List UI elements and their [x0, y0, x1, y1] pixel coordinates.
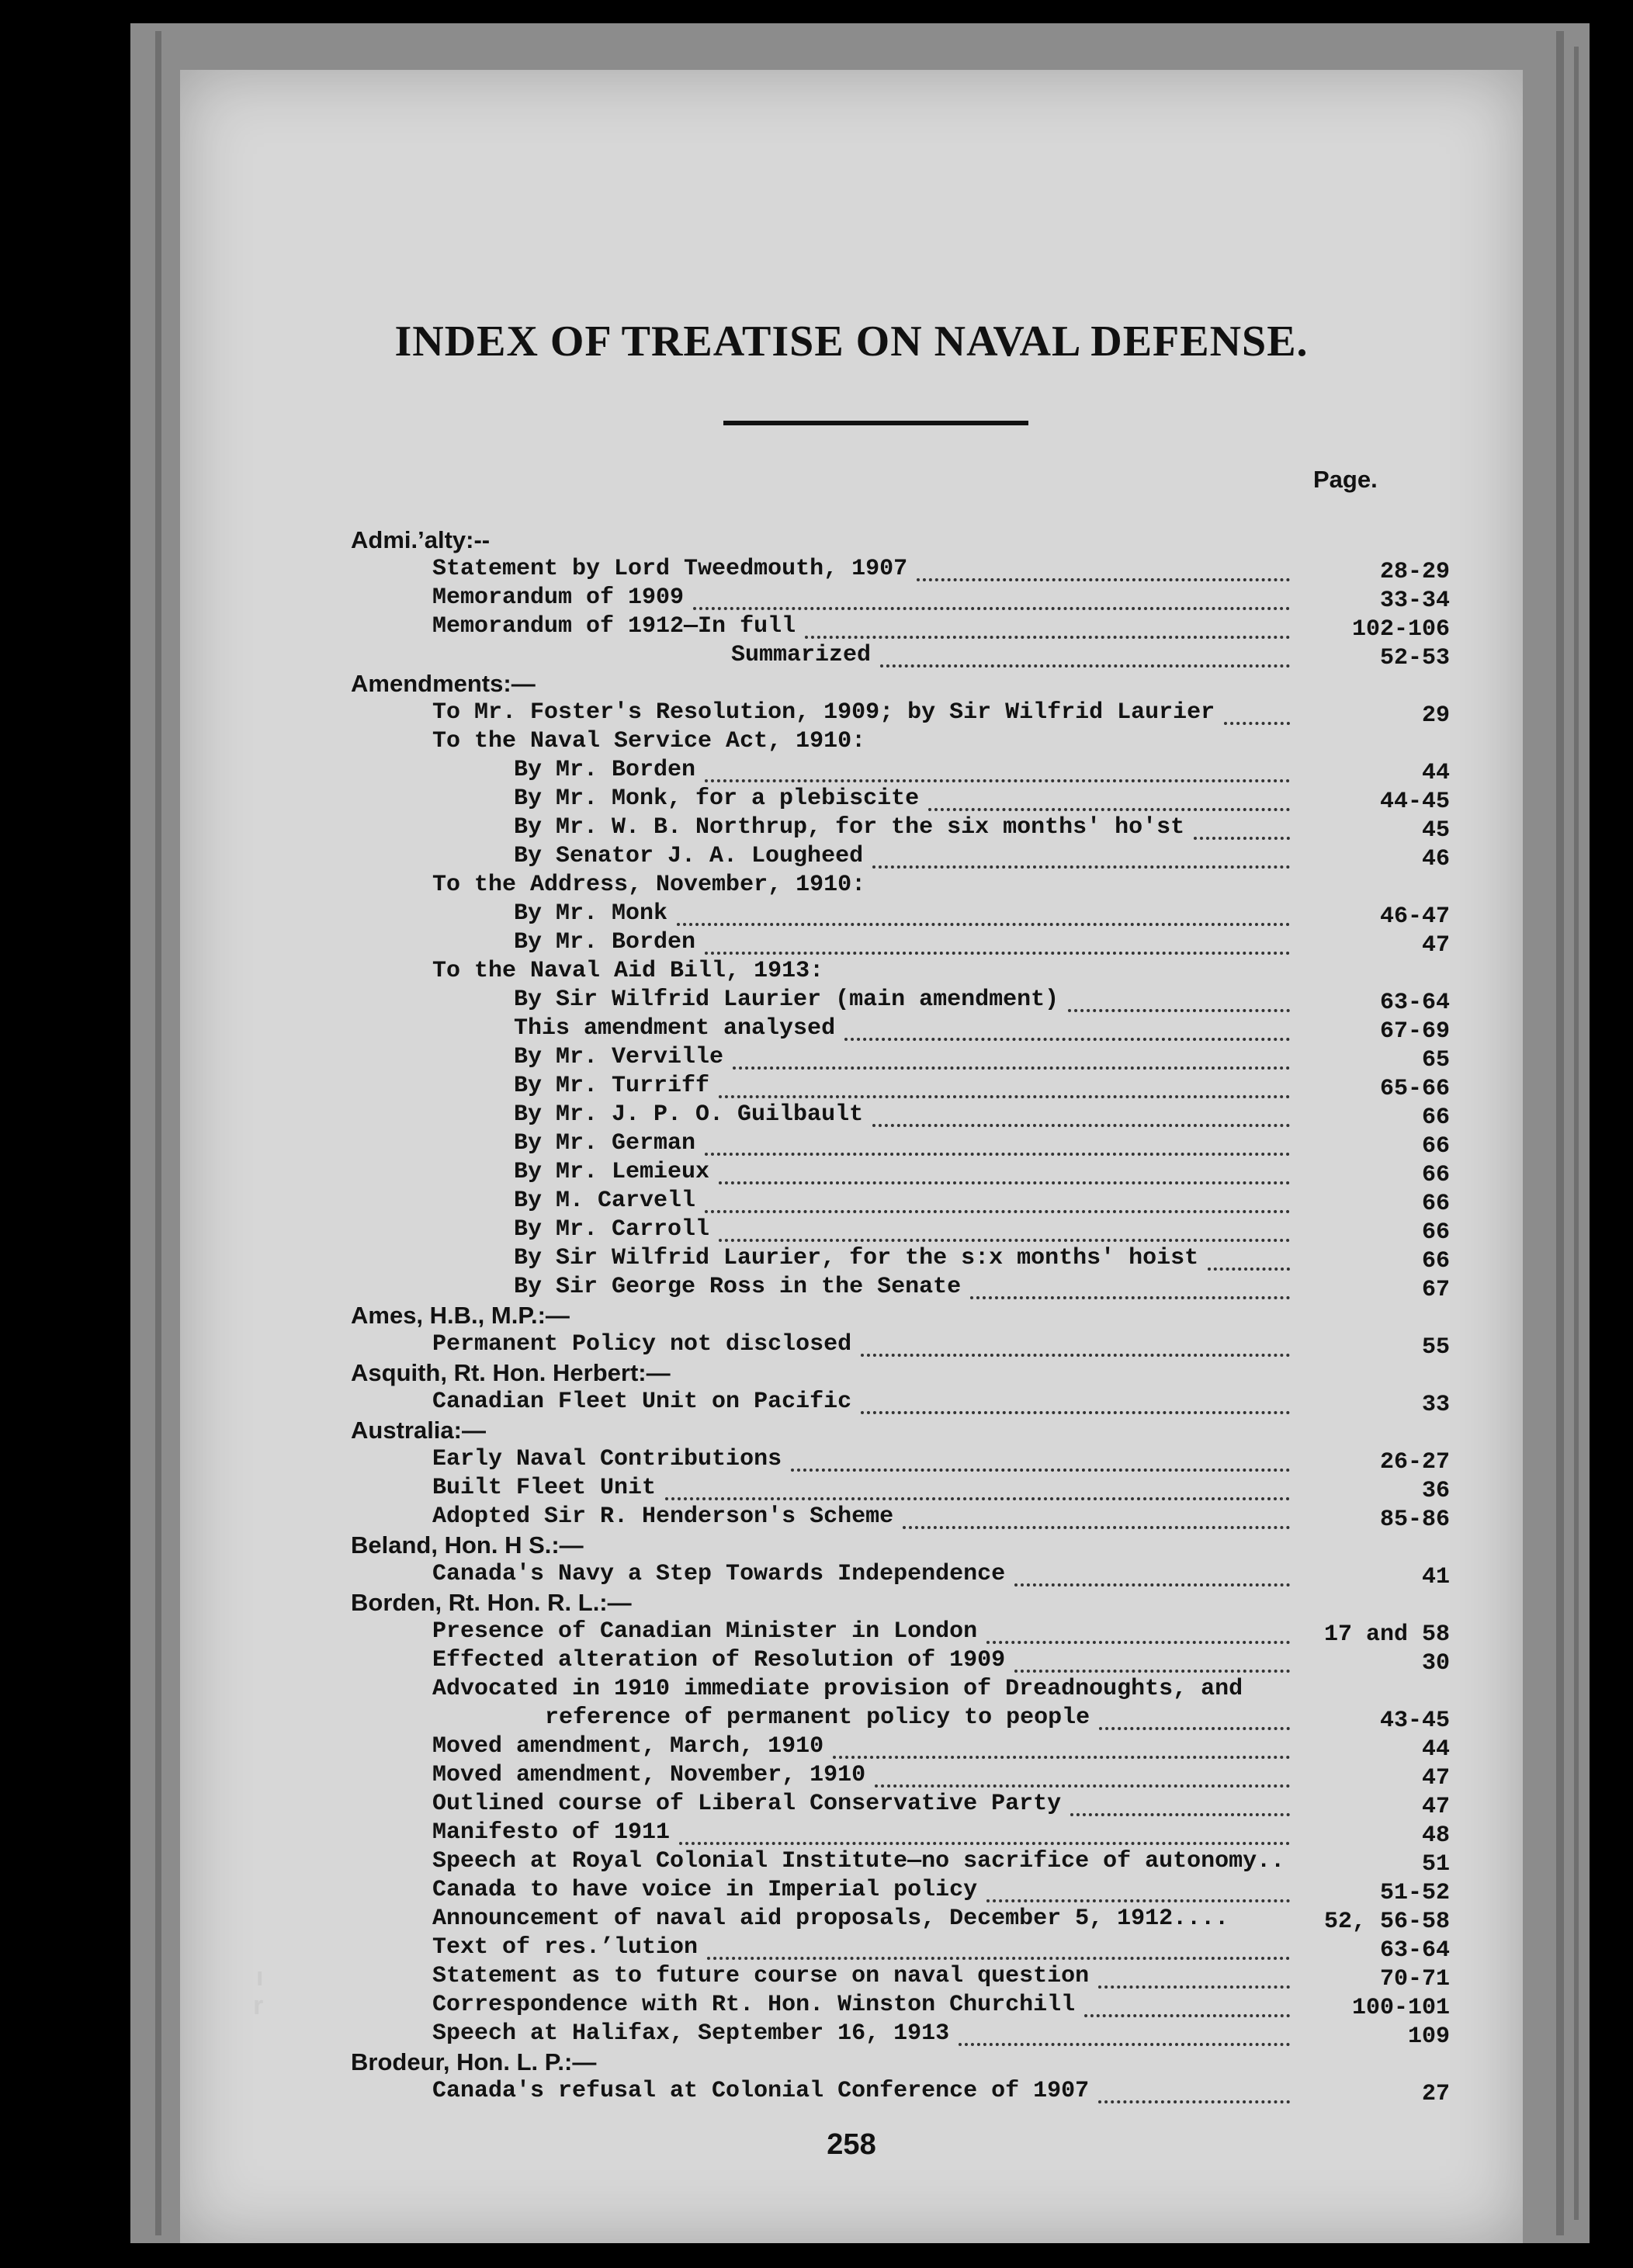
dot-leader — [1070, 1790, 1290, 1816]
dot-leader — [1014, 1646, 1290, 1673]
entry-page-ref: 44 — [1421, 1736, 1450, 1763]
index-entry — [180, 612, 1523, 643]
dot-leader — [986, 1876, 1290, 1902]
index-entry — [180, 1187, 1523, 1215]
dot-leader — [1098, 2077, 1290, 2103]
entry-text: Outlined course of Liberal Conservative Party — [432, 1791, 1062, 1817]
margin-mark: r — [253, 1991, 264, 2020]
index-entry — [180, 756, 1523, 784]
entry-text: Text of res.’lution — [432, 1934, 699, 1961]
dot-leader — [880, 641, 1290, 668]
entry-page-ref: 44 — [1421, 760, 1450, 786]
entry-text: By Mr. Lemieux — [514, 1159, 710, 1185]
dot-leader — [665, 1474, 1290, 1500]
index-entry — [180, 584, 1523, 612]
dot-leader — [1098, 1962, 1290, 1989]
entry-text: Summarized — [731, 642, 872, 668]
entry-page-ref: 55 — [1421, 1334, 1450, 1361]
index-entry — [180, 1905, 1523, 1933]
dot-leader — [705, 928, 1290, 955]
title-rule — [723, 421, 1028, 425]
index-entry — [180, 1618, 1523, 1646]
dot-leader — [705, 1187, 1290, 1213]
index-entry — [180, 842, 1523, 870]
index-entry — [180, 1129, 1523, 1160]
entry-text: Permanent Policy not disclosed — [432, 1331, 852, 1358]
dot-leader — [872, 842, 1290, 869]
index-entry — [180, 2077, 1523, 2105]
index-entry — [180, 1819, 1523, 1847]
entry-text: By Mr. German — [514, 1130, 696, 1157]
dot-leader — [693, 584, 1290, 610]
entry-page-ref: 36 — [1421, 1478, 1450, 1504]
entry-text: By Mr. J. P. O. Guilbault — [514, 1101, 864, 1128]
dot-leader — [679, 1819, 1290, 1845]
entry-page-ref: 52, 56-58 — [1323, 1909, 1450, 1935]
dot-leader — [719, 1215, 1290, 1242]
dot-leader — [805, 612, 1290, 639]
index-entry — [180, 928, 1523, 959]
index-entry — [180, 1646, 1523, 1677]
entry-text: Beland, Hon. H S.:— — [351, 1531, 584, 1559]
index-entry — [180, 1790, 1523, 1818]
index-entry — [180, 1962, 1523, 1990]
entry-text: Speech at Royal Colonial Institute—no sacrifice of autonomy.. — [432, 1848, 1285, 1874]
entry-text: Memorandum of 1912—In full — [432, 613, 796, 640]
dot-leader — [705, 1129, 1290, 1156]
index-entry — [180, 1244, 1523, 1272]
entry-page-ref: 66 — [1421, 1248, 1450, 1274]
index-entry — [180, 813, 1523, 844]
index-entry — [180, 1014, 1523, 1045]
index-entry — [180, 871, 1523, 899]
margin-mark: ı — [256, 1962, 264, 1992]
dot-leader — [1224, 699, 1290, 725]
dot-leader — [917, 555, 1290, 581]
index-entry — [180, 957, 1523, 985]
entry-page-ref: 85-86 — [1379, 1507, 1450, 1533]
entry-page-ref: 48 — [1421, 1822, 1450, 1849]
index-entry — [180, 1933, 1523, 1964]
entry-text: By Mr. Borden — [514, 929, 696, 955]
entry-text: reference of permanent policy to people — [545, 1704, 1090, 1731]
entry-page-ref: 47 — [1421, 932, 1450, 959]
entry-page-ref: 47 — [1421, 1765, 1450, 1791]
entry-text: By Mr. Borden — [514, 757, 696, 783]
dot-leader — [705, 756, 1290, 782]
index-entry — [180, 785, 1523, 813]
dot-leader — [986, 1618, 1290, 1644]
entry-text: To the Naval Service Act, 1910: — [432, 728, 866, 754]
entry-page-ref: 66 — [1421, 1191, 1450, 1217]
entry-text: Early Naval Contributions — [432, 1446, 782, 1472]
entry-text: Presence of Canadian Minister in London — [432, 1618, 978, 1645]
entry-text: Correspondence with Rt. Hon. Winston Churchill — [432, 1992, 1076, 2018]
entry-page-ref: 29 — [1421, 702, 1450, 729]
index-entry — [180, 2020, 1523, 2048]
index-entry — [180, 1273, 1523, 1301]
index-entry — [180, 1388, 1523, 1416]
dot-leader — [833, 1732, 1290, 1759]
entry-text: By Sir George Ross in the Senate — [514, 1274, 962, 1300]
index-heading — [180, 670, 1523, 698]
entry-text: By Sir Wilfrid Laurier, for the s:x months' hoist — [514, 1245, 1199, 1271]
entry-page-ref: 28-29 — [1379, 559, 1450, 585]
index-entry — [180, 727, 1523, 755]
entry-text: By Senator J. A. Lougheed — [514, 843, 864, 869]
entry-page-ref: 33-34 — [1379, 588, 1450, 614]
entry-text: Asquith, Rt. Hon. Herbert:— — [351, 1359, 671, 1386]
dot-leader — [861, 1330, 1290, 1357]
dot-leader — [844, 1014, 1290, 1041]
index-entry — [180, 1101, 1523, 1129]
index-entry — [180, 900, 1523, 928]
entry-text: By Mr. Monk — [514, 900, 668, 927]
entry-text: Amendments:— — [351, 670, 536, 697]
entry-text: This amendment analysed — [514, 1015, 836, 1042]
entry-page-ref: 66 — [1421, 1219, 1450, 1246]
entry-page-ref: 67-69 — [1379, 1018, 1450, 1045]
index-entry — [180, 1876, 1523, 1904]
entry-page-ref: 100-101 — [1351, 1995, 1450, 2021]
entry-page-ref: 65 — [1421, 1047, 1450, 1073]
dot-leader — [959, 2020, 1290, 2046]
entry-page-ref: 43-45 — [1379, 1708, 1450, 1734]
page-number: 258 — [827, 2128, 876, 2161]
entry-text: Australia:— — [351, 1417, 486, 1444]
entry-page-ref: 63-64 — [1379, 990, 1450, 1016]
index-entry — [180, 555, 1523, 583]
index-entry — [180, 1043, 1523, 1071]
entry-page-ref: 67 — [1421, 1277, 1450, 1303]
entry-text: To Mr. Foster's Resolution, 1909; by Sir Wilfrid Laurier — [432, 699, 1215, 726]
entry-page-ref: 51 — [1421, 1851, 1450, 1878]
entry-text: Admi.’alty:-- — [351, 526, 491, 553]
entry-text: Announcement of naval aid proposals, December 5, 1912.... — [432, 1906, 1229, 1932]
entry-text: Canada's refusal at Colonial Conference of 1907 — [432, 2078, 1090, 2104]
entry-text: Manifesto of 1911 — [432, 1819, 671, 1846]
index-entry — [180, 1847, 1523, 1878]
entry-page-ref: 66 — [1421, 1162, 1450, 1188]
dot-leader — [707, 1933, 1290, 1960]
page-edge — [1574, 47, 1579, 2220]
index-entry — [180, 1991, 1523, 2019]
index-heading — [180, 1589, 1523, 1617]
dot-leader — [733, 1043, 1290, 1070]
entry-text: By Mr. W. B. Northrup, for the six months' ho'st — [514, 814, 1185, 841]
dot-leader — [970, 1273, 1290, 1299]
index-heading — [180, 1302, 1523, 1330]
entry-page-ref: 52-53 — [1379, 645, 1450, 671]
entry-page-ref: 47 — [1421, 1794, 1450, 1820]
index-heading — [180, 526, 1523, 554]
entry-text: Canada's Navy a Step Towards Independence — [432, 1561, 1006, 1587]
entry-page-ref: 30 — [1421, 1650, 1450, 1677]
entry-text: By Sir Wilfrid Laurier (main amendment) — [514, 987, 1059, 1013]
page-column-label: Page. — [1313, 466, 1378, 493]
index-entry — [180, 1330, 1523, 1361]
entry-page-ref: 45 — [1421, 817, 1450, 844]
index-entry — [180, 1704, 1523, 1732]
entry-page-ref: 51-52 — [1379, 1880, 1450, 1906]
dot-leader — [861, 1388, 1290, 1414]
index-entry — [180, 1503, 1523, 1531]
entry-page-ref: 33 — [1421, 1392, 1450, 1418]
entry-text: Moved amendment, November, 1910 — [432, 1762, 866, 1788]
entry-page-ref: 102-106 — [1351, 616, 1450, 643]
dot-leader — [719, 1158, 1290, 1184]
dot-leader — [872, 1101, 1290, 1127]
dot-leader — [928, 785, 1290, 811]
dot-leader — [1084, 1991, 1290, 2017]
dot-leader — [719, 1072, 1290, 1098]
index-entry — [180, 1158, 1523, 1186]
document-page — [180, 70, 1523, 2243]
entry-page-ref: 17 and 58 — [1323, 1621, 1450, 1648]
index-entry — [180, 1732, 1523, 1763]
entry-text: Moved amendment, March, 1910 — [432, 1733, 824, 1760]
entry-page-ref: 46 — [1421, 846, 1450, 872]
dot-leader — [903, 1503, 1290, 1529]
entry-text: Ames, H.B., M.P.:— — [351, 1302, 570, 1329]
entry-text: Canadian Fleet Unit on Pacific — [432, 1389, 852, 1415]
index-entry — [180, 1474, 1523, 1502]
entry-text: Advocated in 1910 immediate provision of Dreadnoughts, and — [432, 1676, 1243, 1702]
index-heading — [180, 2048, 1523, 2076]
document-title: INDEX OF TREATISE ON NAVAL DEFENSE. — [394, 317, 1309, 366]
entry-page-ref: 44-45 — [1379, 789, 1450, 815]
dot-leader — [677, 900, 1290, 926]
dot-leader — [875, 1761, 1290, 1788]
dot-leader — [791, 1445, 1290, 1472]
index-entry — [180, 699, 1523, 727]
dot-leader — [1068, 986, 1290, 1012]
entry-page-ref: 27 — [1421, 2081, 1450, 2107]
entry-text: Memorandum of 1909 — [432, 584, 685, 611]
dot-leader — [1208, 1244, 1290, 1271]
index-entry — [180, 1445, 1523, 1476]
page-edge — [1556, 31, 1564, 2235]
entry-page-ref: 41 — [1421, 1564, 1450, 1590]
dot-leader — [1099, 1704, 1290, 1730]
index-heading — [180, 1531, 1523, 1559]
entry-page-ref: 26-27 — [1379, 1449, 1450, 1476]
entry-text: Built Fleet Unit — [432, 1475, 657, 1501]
entry-page-ref: 65-66 — [1379, 1076, 1450, 1102]
entry-text: Borden, Rt. Hon. R. L.:— — [351, 1589, 632, 1616]
entry-text: To the Address, November, 1910: — [432, 872, 866, 898]
entry-text: Canada to have voice in Imperial policy — [432, 1877, 978, 1903]
entry-text: By M. Carvell — [514, 1188, 696, 1214]
page-edge — [155, 31, 161, 2235]
index-entry — [180, 1761, 1523, 1789]
dot-leader — [1194, 813, 1290, 840]
index-entry — [180, 1215, 1523, 1246]
dot-leader — [1014, 1560, 1290, 1587]
index-entry — [180, 1675, 1523, 1703]
entry-page-ref: 109 — [1407, 2024, 1450, 2050]
entry-text: By Mr. Carroll — [514, 1216, 710, 1243]
entry-page-ref: 46-47 — [1379, 903, 1450, 930]
index-entry — [180, 1072, 1523, 1100]
entry-text: Adopted Sir R. Henderson's Scheme — [432, 1503, 894, 1530]
entry-text: Statement by Lord Tweedmouth, 1907 — [432, 556, 908, 582]
entry-page-ref: 70-71 — [1379, 1966, 1450, 1992]
entry-text: Speech at Halifax, September 16, 1913 — [432, 2020, 950, 2047]
index-heading — [180, 1359, 1523, 1387]
entry-text: Brodeur, Hon. L. P.:— — [351, 2048, 597, 2076]
entry-page-ref: 63-64 — [1379, 1937, 1450, 1964]
entry-text: To the Naval Aid Bill, 1913: — [432, 958, 824, 984]
entry-text: By Mr. Turriff — [514, 1073, 710, 1099]
entry-text: Statement as to future course on naval question — [432, 1963, 1090, 1989]
entry-text: Effected alteration of Resolution of 1909 — [432, 1647, 1006, 1673]
index-entry — [180, 641, 1523, 669]
entry-text: By Mr. Monk, for a plebiscite — [514, 785, 920, 812]
index-entry — [180, 986, 1523, 1014]
index-heading — [180, 1417, 1523, 1444]
entry-page-ref: 66 — [1421, 1133, 1450, 1160]
entry-text: By Mr. Verville — [514, 1044, 724, 1070]
index-entry — [180, 1560, 1523, 1588]
entry-page-ref: 66 — [1421, 1105, 1450, 1131]
